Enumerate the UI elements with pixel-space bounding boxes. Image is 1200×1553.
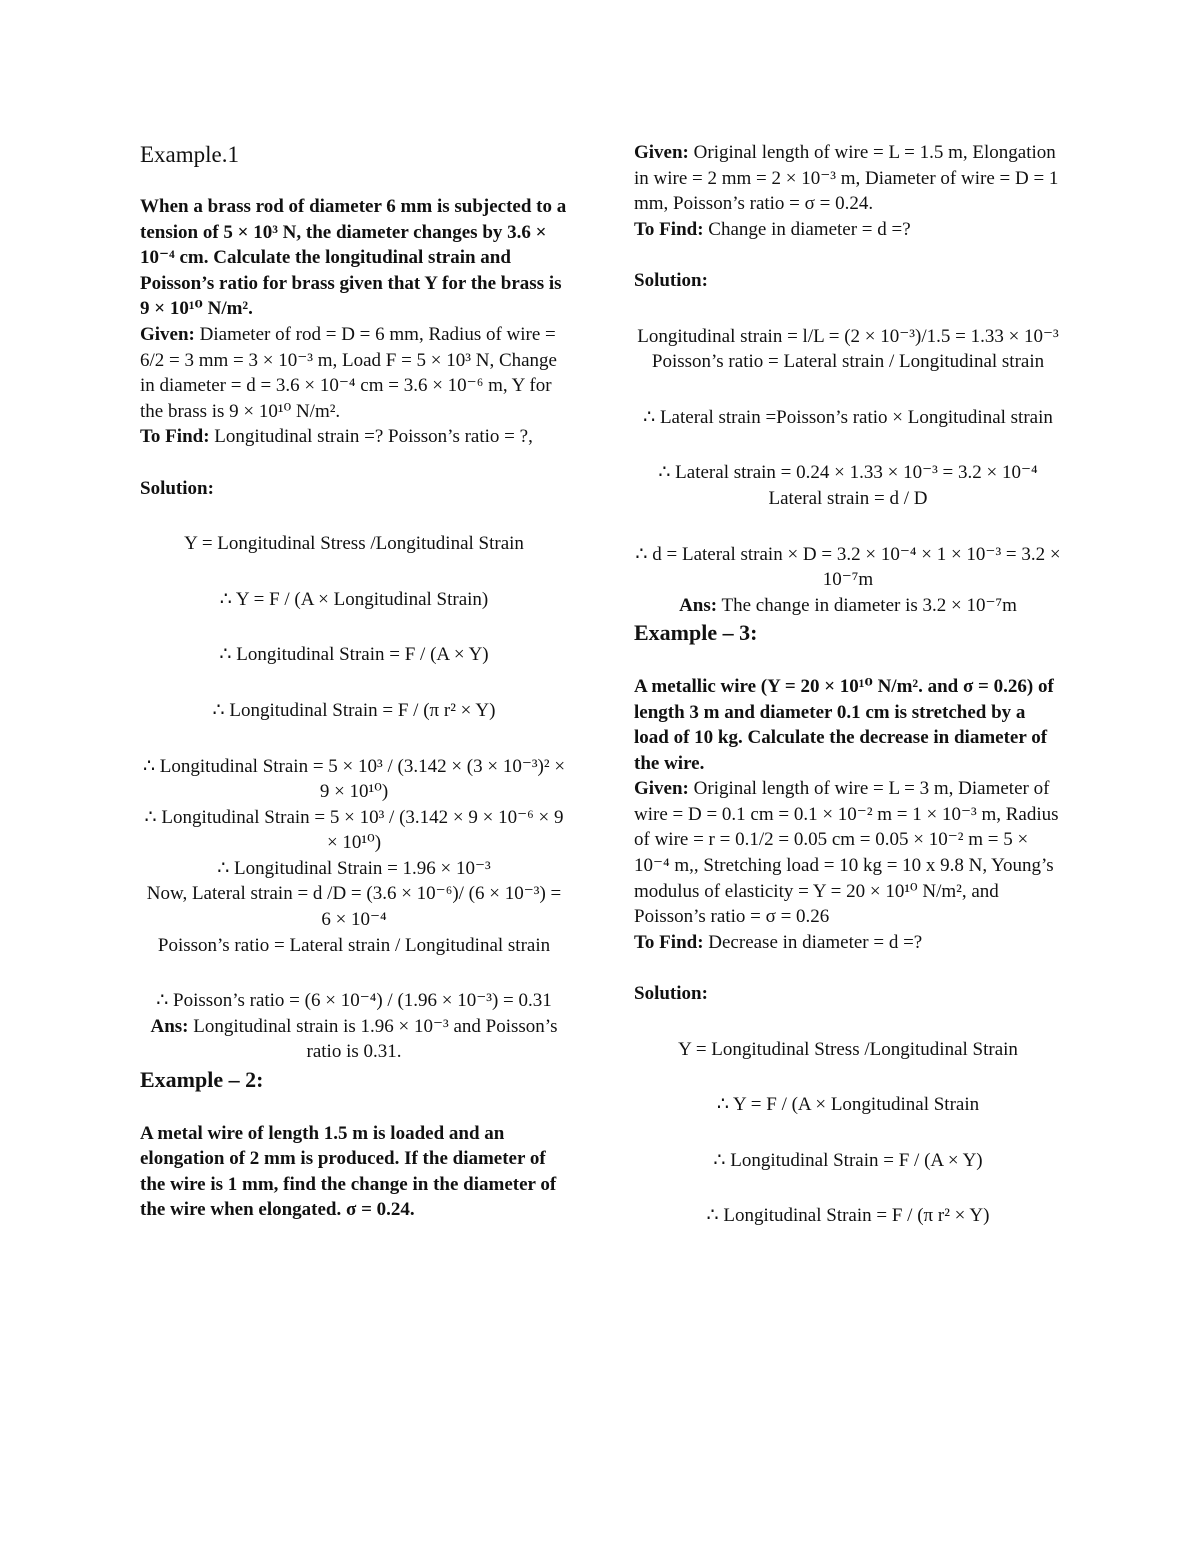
equation-line: Y = Longitudinal Stress /Longitudinal Strain [678,1038,1018,1060]
example-1-to-find [140,424,568,450]
example-3-to-find [634,930,1062,956]
equation-line: ∴ Longitudinal Strain = F / (π r² × Y) [212,699,496,721]
equation-line: Poisson’s ratio = Lateral strain / Longitudinal strain [157,934,551,956]
equation-line: ∴ Y = F / (A × Longitudinal Strain [716,1094,980,1116]
equation-line: ∴ Longitudinal Strain = F / (π r² × Y) [706,1205,990,1227]
to-find-text: Longitudinal strain =? Poisson’s ratio = ?, [209,426,533,448]
right-column [634,140,1062,1229]
example-1-title: Example.1 [140,142,239,167]
equation-line: ∴ Longitudinal Strain = F / (A × Y) [713,1149,983,1171]
equation-line: ∴ Longitudinal Strain = 1.96 × 10⁻³ [217,857,491,879]
example-2-answer [634,593,1062,619]
solution-heading: Solution: [634,269,708,291]
equation-line: ∴ Longitudinal Strain = 5 × 10³ / (3.142 × 9 × 10⁻⁶ × 9 × 10¹⁰) [144,806,564,854]
given-text: Diameter of rod = D = 6 mm, Radius of wire = 6/2 = 3 mm = 3 × 10⁻³ m, Load F = 5 × 10³ N, Change in diameter = d = 3.6 × 10⁻⁴ cm = 3.6 × 10⁻⁶ m, Y for the brass is 9 × 10¹⁰ N/m². [140,323,557,422]
equation-line: ∴ d = Lateral strain × D = 3.2 × 10⁻⁴ × 1 × 10⁻³ = 3.2 × 10⁻⁷m [635,543,1061,591]
example-2-problem: A metal wire of length 1.5 m is loaded and an elongation of 2 mm is produced. If the diameter of the wire is 1 mm, find the change in the diameter of the wire when elongated. σ = 0.24. [140,1122,557,1221]
solution-heading: Solution: [634,983,708,1005]
example-2-to-find [634,217,1062,243]
equation-line: Y = Longitudinal Stress /Longitudinal Strain [184,533,524,555]
solution-heading: Solution: [140,477,214,499]
to-find-label: To Find: [634,218,704,240]
example-1-answer [140,1014,568,1065]
left-column [140,140,568,1223]
given-text: Original length of wire = L = 3 m, Diameter of wire = D = 0.1 cm = 0.1 × 10⁻² m = 1 × 10⁻³ m, Radius of wire = r = 0.1/2 = 0.05 cm = 0.05 × 10⁻² m = 5 × 10⁻⁴ m,, Stretching load = 10 kg = 10 x 9.8 N, Young’s modulus of elasticity = Y = 20 × 10¹⁰ N/m², and Poisson’s ratio = σ = 0.26 [634,778,1059,928]
given-label: Given: [634,142,689,163]
example-1-problem: When a brass rod of diameter 6 mm is subjected to a tension of 5 × 10³ N, the diameter changes by 3.6 × 10⁻⁴ cm. Calculate the longitudinal strain and Poisson’s ratio for brass given that Y for the brass is 9 × 10¹⁰ N/m². [140,196,567,320]
example-3-problem: A metallic wire (Y = 20 × 10¹⁰ N/m². and σ = 0.26) of length 3 m and diameter 0.1 cm is stretched by a load of 10 kg. Calculate the decrease in diameter of the wire. [634,675,1054,774]
answer-text: Longitudinal strain is 1.96 × 10⁻³ and Poisson’s ratio is 0.31. [188,1015,558,1063]
example-3-given [634,776,1062,930]
to-find-text: Change in diameter = d =? [703,218,911,240]
to-find-label: To Find: [140,426,210,448]
equation-line: ∴ Longitudinal Strain = F / (A × Y) [219,644,489,666]
equation-line: ∴ Longitudinal Strain = 5 × 10³ / (3.142 × (3 × 10⁻³)² × 9 × 10¹⁰) [142,755,566,803]
example-2-given [634,140,1062,217]
to-find-label: To Find: [634,931,704,953]
given-label: Given: [140,323,195,345]
equation-line: Now, Lateral strain = d /D = (3.6 × 10⁻⁶)/ (6 × 10⁻³) = 6 × 10⁻⁴ [146,883,562,931]
equation-line: Lateral strain = d / D [768,487,928,509]
answer-text: The change in diameter is 3.2 × 10⁻⁷m [717,594,1017,616]
answer-label: Ans: [679,594,718,616]
equation-line: ∴ Poisson’s ratio = (6 × 10⁻⁴) / (1.96 × 10⁻³) = 0.31 [156,990,552,1012]
answer-label: Ans: [150,1015,189,1037]
example-1-given [140,322,568,424]
equation-line: ∴ Y = F / (A × Longitudinal Strain) [219,588,489,610]
example-3-title: Example – 3: [634,620,758,646]
given-text: Original length of wire = L = 1.5 m, Elongation in wire = 2 mm = 2 × 10⁻³ m, Diameter of wire = D = 1 mm, Poisson’s ratio = σ = 0.24. [634,142,1059,215]
equation-line: ∴ Lateral strain =Poisson’s ratio × Longitudinal strain [643,406,1053,428]
equation-line: ∴ Lateral strain = 0.24 × 1.33 × 10⁻³ = 3.2 × 10⁻⁴ [658,462,1038,484]
to-find-text: Decrease in diameter = d =? [703,931,923,953]
example-2-title: Example – 2: [140,1067,264,1093]
equation-line: Poisson’s ratio = Lateral strain / Longitudinal strain [651,351,1045,373]
equation-line: Longitudinal strain = l/L = (2 × 10⁻³)/1.5 = 1.33 × 10⁻³ [637,325,1059,347]
given-label: Given: [634,778,689,800]
